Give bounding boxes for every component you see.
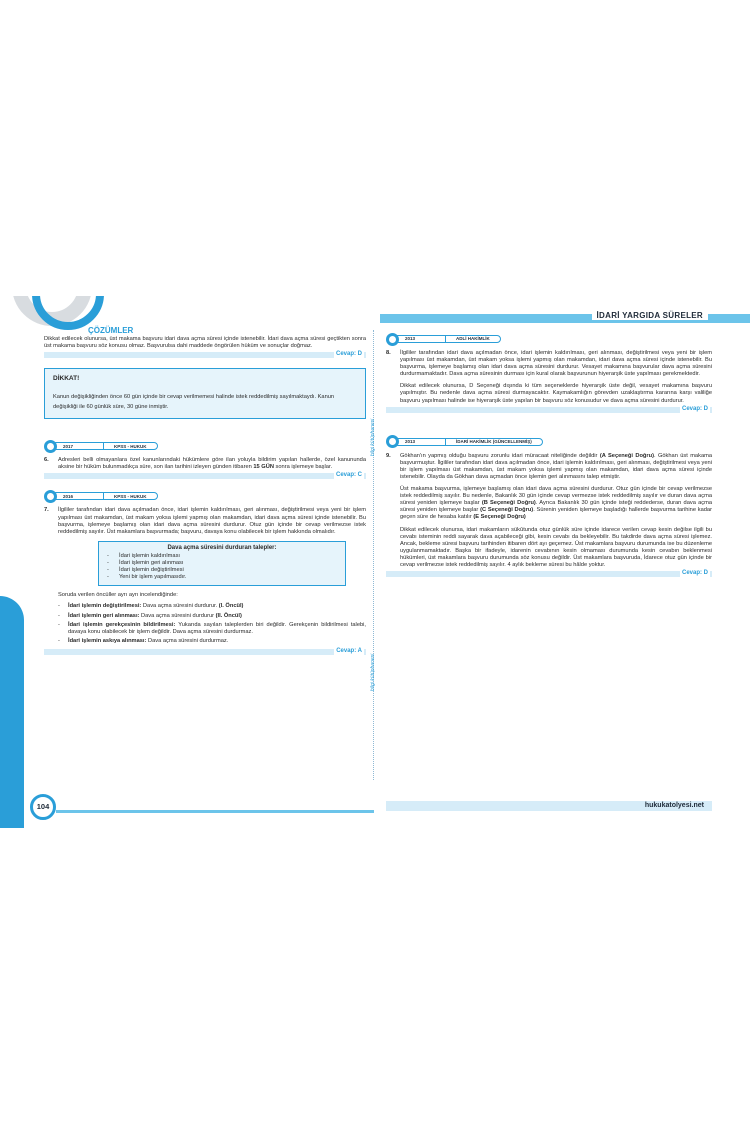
chapter-title: İDARİ YARGIDA SÜRELER <box>592 311 708 320</box>
analysis-item: - İdari işlemin gerekçesinin bildirilmesi: Yukarıda sayılan taleplerden biri değildir. Gerekçenin bildirilmesi talebi, davaya konu olabilecek bir işlem değildir. Dava açma süresini durdurmaz. <box>58 622 366 636</box>
answer-bar <box>44 473 366 479</box>
exam-name: KPSS - HUKUK <box>103 443 157 450</box>
exam-name: ADLİ HAKİMLİK <box>445 335 500 342</box>
question-9 <box>386 453 712 569</box>
analysis-list <box>58 603 366 644</box>
question-text: Adresleri belli olmayanlara özel kanunlarındaki hükümlere göre ilan yoluyla bildirim yapılan hallerde, özel kanununda aksine bir hüküm bulunmadıkça süre, son ilan tarihini izleyen günden itibaren 15 GÜN sonra işlemeye başlar. <box>58 457 366 471</box>
right-column <box>386 332 712 577</box>
answer-bar <box>44 352 366 358</box>
analysis-item: - İdari işlemin askıya alınması: Dava açma süresini durdurmaz. <box>58 638 366 645</box>
answer-bar <box>386 407 712 413</box>
exam-year: 2017 <box>63 443 74 449</box>
book-page <box>0 296 750 828</box>
lead-text: Soruda verilen öncüller ayrı ayrı incelendiğinde: <box>58 592 178 599</box>
analysis-item: - İdari işlemin değiştirilmesi: Dava açma süresini durdurur. (I. Öncül) <box>58 603 366 610</box>
question-header <box>44 439 366 453</box>
solution-paragraph: Dikkat edilecek olunursa, D Seçeneği dışında ki tüm seçeneklerde hiyerarşik üste değil, vesayet makamına başvuru yapılmıştır. Bu nedenle dava açma süresi durmayacaktır. Kaymakamlığın görevden uzaklaştırma kararına karşı valiliğe başvuru yapılması halinde ise hiyerarşik üste yapılan bir başvuru söz konusudur ve dava açma süresini durdurur. <box>400 383 712 404</box>
warning-text: Kanun değişikliğinden önce 60 gün içinde bir cevap verilmemesi halinde istek reddedilmiş sayılmaktaydı. Kanun değişikliği ile 60 günlük süre, 30 güne inmiştir. <box>53 394 335 411</box>
footer-bar <box>56 810 374 813</box>
answer-bar <box>44 649 366 655</box>
answer-label: Cevap: C <box>335 472 362 479</box>
left-column <box>44 336 366 655</box>
info-box-item: - İdari işlemin geri alınması <box>107 560 337 567</box>
question-number: 7. <box>44 507 49 514</box>
answer-bar <box>386 571 712 577</box>
answer-label: Cevap: D <box>335 351 362 358</box>
info-box-item: - İdari işlemin kaldırılması <box>107 553 337 560</box>
magnifier-icon <box>44 440 57 453</box>
warning-title: DİKKAT! <box>53 375 80 383</box>
solution-paragraph: Üst makama başvurma, işlemeye başlamış olan idari dava açma süresini durdurur. Otuz gün içinde bir cevap verilmezse istek reddedilmiş sayılır. Bu nedenle, Bakanlık 30 gün içinde cevap vermezse istek reddedilmiş sayılır ve duran dava açma süresi yeniden işlemeye başlar (B Seçeneği Doğru). Ayrıca Bakanlık 30 gün içinde isteği reddederse, duran dava açma süresi yeniden işlemeye başlar (C Seçeneği Doğru). Sürenin yeniden işlemeye başladığı hallerde başvurma tarihine kadar geçen süre de hesaba katılır (E Seçeneği Doğru) <box>400 486 712 521</box>
answer-label: Cevap: D <box>681 570 708 577</box>
solution-paragraph: Gökhan'ın yapmış olduğu başvuru zorunlu idari müracaat niteliğinde değildir (A Seçeneği Doğru). Gökhan üst makama başvurmuştur. İlgililer tarafından idari dava açılmadan önce, idari işlemin kaldırılması, geri alınması, değiştirilmesi veya yeni bir işlem yapılması üst makamdan, üst makam yoksa işlemi yapmış olan makamdan, idari dava açma süresi içinde istenebilir. Olayda da Gökhan dava açmadan önce işlemin geri alınmasını talep etmiştir. <box>400 452 713 480</box>
magnifier-icon <box>386 333 399 346</box>
column-divider <box>373 330 374 780</box>
side-tag-upper: bilgi kütüphanesi <box>370 418 376 456</box>
side-tag-lower: bilgi kütüphanesi <box>370 653 376 691</box>
section-label: ÇÖZÜMLER <box>88 326 134 335</box>
magnifier-icon <box>386 435 399 448</box>
info-box-item: - İdari işlemin değiştirilmesi <box>107 567 337 574</box>
answer-label: Cevap: D <box>681 405 708 412</box>
exam-year: 2016 <box>63 493 74 499</box>
exam-tag-bar <box>52 492 158 500</box>
left-edge-tab <box>0 596 24 828</box>
analysis-item: - İdari işlemin geri alınması: Dava açma süresini durdurur (II. Öncül) <box>58 613 366 620</box>
question-header <box>44 489 366 503</box>
exam-tag-bar <box>52 442 158 450</box>
answer-label: Cevap: A <box>336 647 362 654</box>
info-box-title: Dava açma süresini durduran talepler: <box>167 544 277 551</box>
exam-tag-bar <box>394 335 501 343</box>
question-number: 6. <box>44 457 49 464</box>
question-header <box>386 332 712 346</box>
question-text: İlgililer tarafından idari dava açılmadan önce, idari işlemin kaldırılması, geri alınması, değiştirilmesi veya yeni bir işlem yapılması üst makamdan, üst makam yoksa işlemi yapmış olan makamdan, idari dava açma süresi içinde istenebilir. Bu başvurma, işlemeye başlamış olan idari dava açma süresini durdurur. Otuz gün içinde bir cevap verilmezse istek reddedilmiş sayılır. Üst makamlara başvurmada; başvuru, davaya konu olabilecek bir işlem hakkında olmalıdır. <box>58 507 366 535</box>
question-number: 9. <box>386 452 391 459</box>
exam-year: 2013 <box>405 336 416 342</box>
solution-paragraph: İlgililer tarafından idari dava açılmadan önce, idari işlemin kaldırılması, geri alınması, değiştirilmesi veya yeni bir işlem yapılması üst makamdan, üst makam yoksa işlemi yapmış olan makamdan, idari dava açma süresi içinde istenebilir. Bu başvurma, işlemeye başlamış olan idari dava açma süresini durdurur. Vesayet makamına başvurular dava açma süresini durdurmamaktadır. Dava açma süresinin durması için kural olarak başvurunun hiyerarşik üste yapılması gerekmektedir. <box>400 350 712 378</box>
page-number: 104 <box>30 794 56 820</box>
question-7 <box>44 507 366 644</box>
magnifier-icon <box>44 490 57 503</box>
question-6 <box>44 457 366 471</box>
info-box-item: - Yeni bir işlem yapılmasıdır. <box>107 574 337 581</box>
exam-name: İDARİ HAKİMLİK (GÜNCELLENMİŞ) <box>445 438 542 445</box>
exam-tag-bar <box>394 438 543 446</box>
question-header <box>386 435 712 449</box>
exam-name: KPSS - HUKUK <box>103 493 157 500</box>
website-link[interactable]: hukukatolyesi.net <box>644 802 704 809</box>
question-number: 8. <box>386 350 391 356</box>
exam-year: 2013 <box>405 439 416 445</box>
question-8 <box>386 350 712 405</box>
warning-box <box>44 368 366 419</box>
info-box <box>98 541 346 586</box>
solution-paragraph: Dikkat edilecek olunursa, idari makamların sükûtunda otuz günlük süre içinde idarece verilen cevap kesin değilse ilgili bu cevabı isteminin reddi sayarak dava açabileceği gibi, kesin cevabı da bekleyebilir. Bu takdirde dava açma süresi işlemez. Ancak, bekleme süresi başvuru tarihinden itibaren dört ayı geçemez. Üst makamlara başvuru durumunda ise bu düzenleme uygulanmamaktadır. Başka bir ifadeyle, idarenin cevabının kesin olmaması durumunda kesin cevabın beklenmesi hükümleri, üst makamlara başvuru durumunda söz konusu değildir. Üst makamlara başvuruda, İdarece otuz gün içinde bir cevap verilmezse istek reddedilmiş sayılır. 4 aylık bekleme süresi bu hâlde yoktur. <box>400 526 712 568</box>
intro-paragraph: Dikkat edilecek olunursa, üst makama başvuru idari dava açma süresi içinde istenebilir. İdari dava açma süresi geçtikten sonra üst makama başvuru söz konusu olmaz. Başvurulsa dahi maddede öngörülen hüküm ve sonuçlar doğmaz. <box>44 336 366 350</box>
